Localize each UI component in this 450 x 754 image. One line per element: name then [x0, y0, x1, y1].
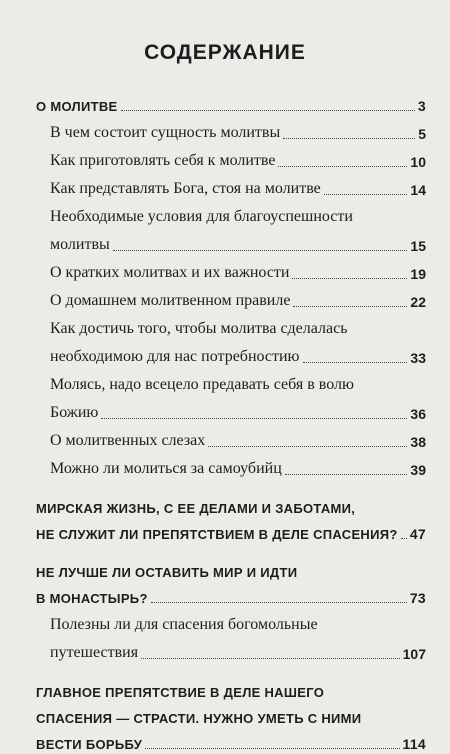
dot-leader — [141, 657, 400, 659]
page-number: 5 — [418, 126, 426, 142]
toc-entry-line — [50, 340, 426, 368]
section-gap — [36, 544, 426, 556]
toc-entry-text: Полезны ли для спасения богомольные — [50, 616, 318, 633]
toc-section-entry[interactable] — [36, 492, 426, 544]
dot-leader — [324, 193, 408, 195]
page-number: 15 — [410, 238, 426, 254]
page-number: 33 — [410, 350, 426, 366]
toc-entry-line — [50, 608, 426, 636]
dot-leader — [292, 277, 407, 279]
section-gap — [36, 664, 426, 676]
dot-leader — [303, 361, 408, 363]
toc-entry-line — [50, 368, 426, 396]
toc-entry-line — [50, 312, 426, 340]
toc-entry-line — [50, 424, 426, 452]
page-number: 47 — [409, 526, 426, 542]
section-gap — [36, 480, 426, 492]
dot-leader — [121, 109, 415, 111]
toc-entry-line — [36, 582, 426, 608]
toc-entry-text: Можно ли молиться за самоубийц — [50, 460, 282, 477]
toc-entry-line — [36, 556, 426, 582]
toc-entry-line — [36, 492, 426, 518]
toc-entry-line — [50, 452, 426, 480]
toc-subsection-entry[interactable] — [36, 116, 426, 144]
toc-entry-text: путешествия — [50, 644, 139, 661]
toc-entry-text: Как представлять Бога, стоя на молитве — [50, 180, 321, 197]
toc-entry-line — [36, 90, 426, 116]
toc-section-entry[interactable] — [36, 556, 426, 608]
dot-leader — [283, 137, 415, 139]
toc-subsection-entry[interactable] — [36, 452, 426, 480]
page-number: 39 — [410, 462, 426, 478]
toc-subsection-entry[interactable] — [36, 172, 426, 200]
toc-entry-text: НЕ СЛУЖИТ ЛИ ПРЕПЯТСТВИЕМ В ДЕЛЕ СПАСЕНИЯ? — [36, 527, 398, 542]
toc-subsection-entry[interactable] — [36, 256, 426, 284]
dot-leader — [293, 305, 407, 307]
toc-entry-line — [50, 116, 426, 144]
toc-subsection-entry[interactable] — [36, 424, 426, 452]
toc-entry-line — [36, 702, 426, 728]
toc-entry-line — [50, 200, 426, 228]
page-number: 3 — [417, 98, 426, 114]
toc-subsection-entry[interactable] — [36, 312, 426, 368]
toc-entry-line — [36, 676, 426, 702]
toc-entry-text: О кратких молитвах и их важности — [50, 264, 290, 281]
table-of-contents — [36, 90, 426, 754]
toc-entry-text: ВЕСТИ БОРЬБУ — [36, 737, 143, 752]
toc-entry-text: Необходимые условия для благоуспешности — [50, 208, 353, 225]
dot-leader — [113, 249, 408, 251]
toc-entry-text: О молитвенных слезах — [50, 432, 206, 449]
dot-leader — [208, 445, 407, 447]
page-number: 38 — [410, 434, 426, 450]
toc-entry-line — [50, 284, 426, 312]
toc-entry-text: Как достичь того, чтобы молитва сделалась — [50, 320, 348, 337]
toc-subsection-entry[interactable] — [36, 368, 426, 424]
page-number: 107 — [402, 646, 426, 662]
page-number: 36 — [410, 406, 426, 422]
dot-leader — [401, 537, 407, 539]
toc-section-entry[interactable] — [36, 676, 426, 754]
toc-entry-line — [50, 636, 426, 664]
page-number: 114 — [402, 736, 426, 752]
toc-entry-text: О домашнем молитвенном правиле — [50, 292, 291, 309]
toc-entry-text: В чем состоит сущность молитвы — [50, 124, 281, 141]
toc-entry-line — [50, 144, 426, 172]
toc-subsection-entry[interactable] — [36, 144, 426, 172]
toc-subsection-entry[interactable] — [36, 200, 426, 256]
toc-entry-text: НЕ ЛУЧШЕ ЛИ ОСТАВИТЬ МИР И ИДТИ — [36, 565, 298, 580]
toc-entry-text: молитвы — [50, 236, 110, 253]
toc-section-entry[interactable] — [36, 90, 426, 116]
page-number: 10 — [410, 154, 426, 170]
page-number: 73 — [409, 590, 426, 606]
dot-leader — [145, 747, 399, 749]
toc-entry-text: Молясь, надо всецело предавать себя в волю — [50, 376, 354, 393]
toc-subsection-entry[interactable] — [36, 284, 426, 312]
toc-entry-text: ГЛАВНОЕ ПРЕПЯТСТВИЕ В ДЕЛЕ НАШЕГО — [36, 685, 325, 700]
toc-entry-line — [36, 728, 426, 754]
dot-leader — [101, 417, 407, 419]
toc-entry-text: В МОНАСТЫРЬ? — [36, 591, 148, 606]
page-number: 22 — [410, 294, 426, 310]
toc-entry-text: О МОЛИТВЕ — [36, 99, 118, 114]
toc-entry-line — [36, 518, 426, 544]
toc-entry-line — [50, 172, 426, 200]
toc-entry-text: СПАСЕНИЯ — СТРАСТИ. НУЖНО УМЕТЬ С НИМИ — [36, 711, 362, 726]
toc-entry-text: необходимою для нас потребностию — [50, 348, 300, 365]
toc-entry-text: Божию — [50, 404, 99, 421]
toc-entry-text: Как приготовлять себя к молитве — [50, 152, 276, 169]
page-number: 19 — [410, 266, 426, 282]
page-title: СОДЕРЖАНИЕ — [144, 41, 306, 64]
toc-entry-line — [50, 396, 426, 424]
dot-leader — [285, 473, 408, 475]
toc-entry-text: МИРСКАЯ ЖИЗНЬ, С ЕЕ ДЕЛАМИ И ЗАБОТАМИ, — [36, 501, 356, 516]
dot-leader — [278, 165, 407, 167]
page-number: 14 — [410, 182, 426, 198]
toc-entry-line — [50, 228, 426, 256]
toc-subsection-entry[interactable] — [36, 608, 426, 664]
dot-leader — [151, 601, 407, 603]
toc-entry-line — [50, 256, 426, 284]
